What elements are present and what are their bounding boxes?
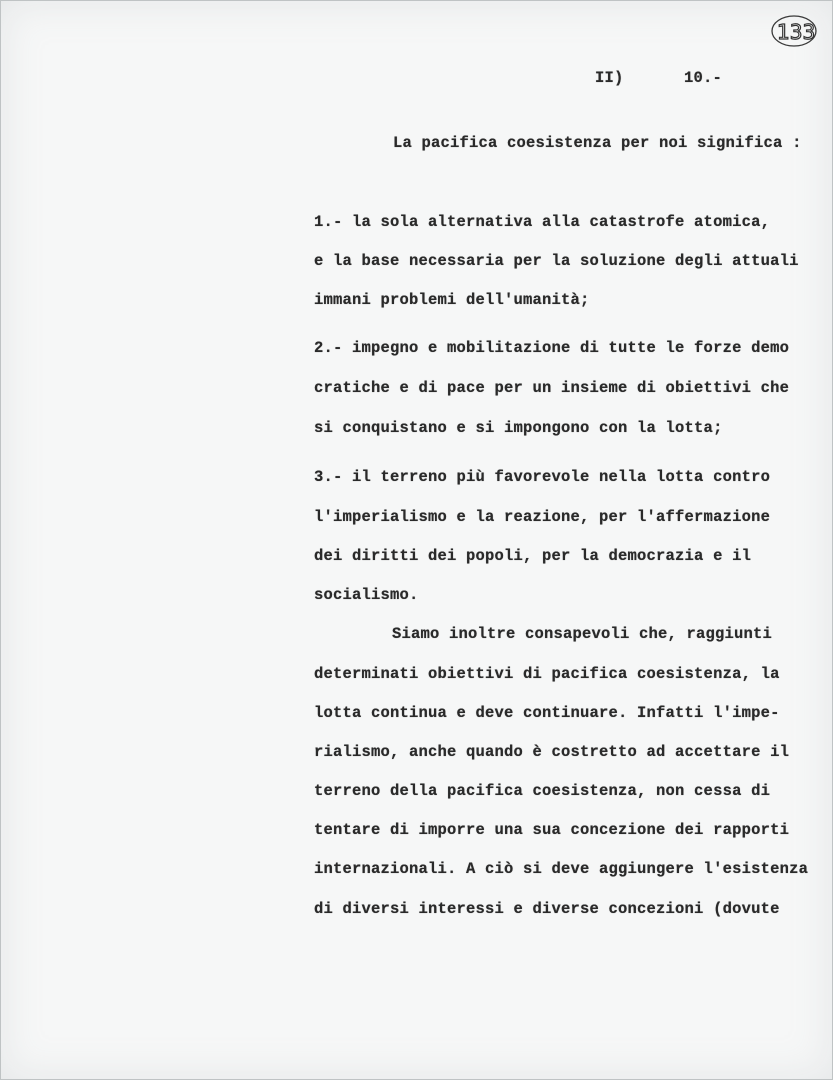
text-line: di diversi interessi e diverse concezioni (dovute	[314, 900, 780, 918]
text-line: socialismo.	[314, 586, 419, 604]
text-line: 1.- la sola alternativa alla catastrofe atomica,	[314, 213, 771, 231]
text-line: l'imperialismo e la reazione, per l'affermazione	[314, 508, 771, 526]
text-line: internazionali. A ciò si deve aggiungere l'esistenza	[314, 860, 809, 878]
text-line: e la base necessaria per la soluzione degli attuali	[314, 252, 799, 270]
text-line: terreno della pacifica coesistenza, non cessa di	[314, 782, 771, 800]
stamp-number: 133	[777, 20, 816, 44]
section-number: II)	[595, 69, 624, 87]
text-line: immani problemi dell'umanità;	[314, 291, 590, 309]
text-line: si conquistano e si impongono con la lotta;	[314, 419, 723, 437]
text-line: cratiche e di pace per un insieme di obiettivi che	[314, 379, 790, 397]
page-number-stamp	[769, 13, 821, 49]
text-line: lotta continua e deve continuare. Infatti l'impe-	[314, 704, 780, 722]
text-line: 3.- il terreno più favorevole nella lotta contro	[314, 468, 771, 486]
text-line: determinati obiettivi di pacifica coesistenza, la	[314, 665, 780, 683]
heading: La pacifica coesistenza per noi significa :	[393, 134, 802, 152]
text-line: 2.- impegno e mobilitazione di tutte le forze demo	[314, 339, 790, 357]
text-line: Siamo inoltre consapevoli che, raggiunti	[392, 625, 773, 643]
text-line: rialismo, anche quando è costretto ad accettare il	[314, 743, 790, 761]
text-line: dei diritti dei popoli, per la democrazia e il	[314, 547, 752, 565]
page-number: 10.-	[684, 69, 723, 87]
text-line: tentare di imporre una sua concezione dei rapporti	[314, 821, 790, 839]
